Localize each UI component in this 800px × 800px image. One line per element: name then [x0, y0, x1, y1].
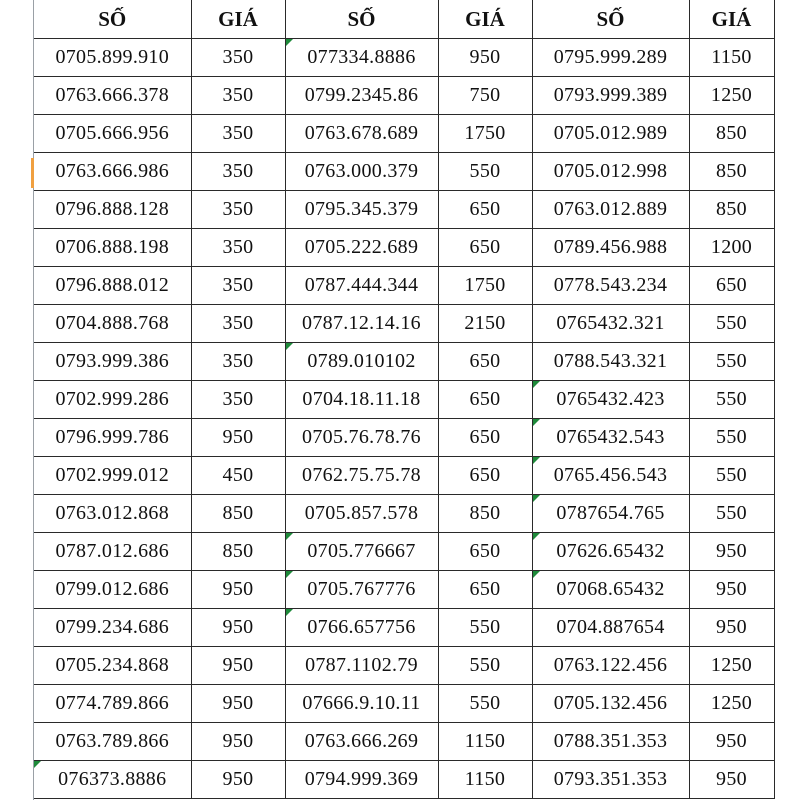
table-row — [34, 381, 774, 419]
cell-gia-1[interactable]: 350 — [191, 153, 285, 191]
table-row — [34, 153, 774, 191]
header-so-3[interactable]: SỐ — [532, 0, 689, 39]
cell-gia-2[interactable]: 550 — [438, 647, 532, 685]
cell-gia-1[interactable]: 350 — [191, 77, 285, 115]
cell-gia-2[interactable]: 650 — [438, 457, 532, 495]
cell-so-3[interactable]: 0793.999.389 — [532, 77, 689, 115]
cell-gia-2[interactable]: 550 — [438, 685, 532, 723]
cell-so-1[interactable]: 0774.789.866 — [34, 685, 191, 723]
cell-so-3[interactable]: 0705.012.998 — [532, 153, 689, 191]
cell-so-1[interactable]: 0763.012.868 — [34, 495, 191, 533]
cell-gia-1[interactable]: 450 — [191, 457, 285, 495]
cell-gia-1[interactable]: 950 — [191, 761, 285, 799]
cell-so-3[interactable]: 0705.012.989 — [532, 115, 689, 153]
cell-gia-2[interactable]: 750 — [438, 77, 532, 115]
table-row — [34, 115, 774, 153]
cell-so-3[interactable]: 0763.012.889 — [532, 191, 689, 229]
cell-so-2[interactable]: 077334.8886 — [285, 39, 438, 77]
cell-gia-1[interactable]: 950 — [191, 723, 285, 761]
cell-so-2[interactable]: 0705.767776 — [285, 571, 438, 609]
table-row — [34, 229, 774, 267]
cell-so-2[interactable]: 0705.776667 — [285, 533, 438, 571]
cell-gia-2[interactable]: 650 — [438, 381, 532, 419]
table-row — [34, 39, 774, 77]
cell-gia-3[interactable]: 550 — [689, 381, 774, 419]
table-row — [34, 533, 774, 571]
cell-gia-2[interactable]: 850 — [438, 495, 532, 533]
cell-gia-2[interactable]: 1750 — [438, 115, 532, 153]
cell-gia-2[interactable]: 650 — [438, 229, 532, 267]
cell-gia-3[interactable]: 1150 — [689, 39, 774, 77]
cell-gia-1[interactable]: 950 — [191, 609, 285, 647]
cell-gia-3[interactable]: 1250 — [689, 647, 774, 685]
cell-gia-3[interactable]: 950 — [689, 533, 774, 571]
cell-gia-1[interactable]: 350 — [191, 229, 285, 267]
cell-so-1[interactable]: 0705.234.868 — [34, 647, 191, 685]
table-row — [34, 571, 774, 609]
cell-so-1[interactable]: 0796.888.128 — [34, 191, 191, 229]
cell-so-1[interactable]: 0796.888.012 — [34, 267, 191, 305]
cell-gia-3[interactable]: 650 — [689, 267, 774, 305]
cell-so-1[interactable]: 0704.888.768 — [34, 305, 191, 343]
table-row — [34, 495, 774, 533]
cell-so-2[interactable]: 0787.444.344 — [285, 267, 438, 305]
cell-so-2[interactable]: 0763.666.269 — [285, 723, 438, 761]
header-so-1[interactable]: SỐ — [34, 0, 191, 39]
cell-so-1[interactable]: 0796.999.786 — [34, 419, 191, 457]
cell-so-3[interactable]: 0765432.543 — [532, 419, 689, 457]
cell-so-3[interactable]: 0795.999.289 — [532, 39, 689, 77]
cell-so-2[interactable]: 0794.999.369 — [285, 761, 438, 799]
cell-so-3[interactable]: 0793.351.353 — [532, 761, 689, 799]
cell-so-1[interactable]: 0705.666.956 — [34, 115, 191, 153]
table-row — [34, 761, 774, 799]
cell-so-1[interactable]: 0763.666.378 — [34, 77, 191, 115]
cell-gia-3[interactable]: 550 — [689, 419, 774, 457]
table-row — [34, 609, 774, 647]
cell-so-3[interactable]: 0789.456.988 — [532, 229, 689, 267]
header-gia-1[interactable]: GIÁ — [191, 0, 285, 39]
cell-gia-2[interactable]: 2150 — [438, 305, 532, 343]
cell-gia-1[interactable]: 950 — [191, 419, 285, 457]
cell-so-1[interactable]: 0705.899.910 — [34, 39, 191, 77]
cell-so-3[interactable]: 0765.456.543 — [532, 457, 689, 495]
cell-gia-3[interactable]: 850 — [689, 191, 774, 229]
table-row — [34, 647, 774, 685]
cell-gia-2[interactable]: 550 — [438, 609, 532, 647]
cell-gia-1[interactable]: 950 — [191, 647, 285, 685]
cell-gia-2[interactable]: 1150 — [438, 723, 532, 761]
cell-gia-3[interactable]: 950 — [689, 761, 774, 799]
cell-gia-2[interactable]: 950 — [438, 39, 532, 77]
cell-so-1[interactable]: 0787.012.686 — [34, 533, 191, 571]
header-so-2[interactable]: SỐ — [285, 0, 438, 39]
cell-so-2[interactable]: 07666.9.10.11 — [285, 685, 438, 723]
header-gia-2[interactable]: GIÁ — [438, 0, 532, 39]
cell-so-2[interactable]: 0789.010102 — [285, 343, 438, 381]
table-row — [34, 77, 774, 115]
cell-so-3[interactable]: 0787654.765 — [532, 495, 689, 533]
cell-gia-1[interactable]: 350 — [191, 115, 285, 153]
cell-so-1[interactable]: 0799.012.686 — [34, 571, 191, 609]
cell-so-2[interactable]: 0795.345.379 — [285, 191, 438, 229]
header-row — [34, 0, 774, 39]
cell-gia-3[interactable]: 1250 — [689, 77, 774, 115]
cell-so-2[interactable]: 0705.222.689 — [285, 229, 438, 267]
cell-so-2[interactable]: 0766.657756 — [285, 609, 438, 647]
cell-gia-3[interactable]: 550 — [689, 457, 774, 495]
cell-so-2[interactable]: 0763.678.689 — [285, 115, 438, 153]
table-row — [34, 191, 774, 229]
table-row — [34, 457, 774, 495]
cell-so-3[interactable]: 0778.543.234 — [532, 267, 689, 305]
cell-gia-2[interactable]: 1150 — [438, 761, 532, 799]
cell-so-2[interactable]: 0763.000.379 — [285, 153, 438, 191]
cell-gia-3[interactable]: 1250 — [689, 685, 774, 723]
cell-gia-1[interactable]: 350 — [191, 39, 285, 77]
cell-so-2[interactable]: 0705.857.578 — [285, 495, 438, 533]
price-table — [34, 0, 775, 799]
cell-so-1[interactable]: 0799.234.686 — [34, 609, 191, 647]
table-row — [34, 723, 774, 761]
cell-so-3[interactable]: 0788.543.321 — [532, 343, 689, 381]
cell-so-3[interactable]: 07068.65432 — [532, 571, 689, 609]
cell-gia-1[interactable]: 350 — [191, 305, 285, 343]
cell-gia-2[interactable]: 650 — [438, 571, 532, 609]
cell-gia-2[interactable]: 650 — [438, 419, 532, 457]
cell-so-1[interactable]: 0763.789.866 — [34, 723, 191, 761]
cell-gia-1[interactable]: 850 — [191, 533, 285, 571]
cell-gia-3[interactable]: 550 — [689, 305, 774, 343]
cell-so-1[interactable]: 0706.888.198 — [34, 229, 191, 267]
cell-so-3[interactable]: 0705.132.456 — [532, 685, 689, 723]
cell-gia-1[interactable]: 850 — [191, 495, 285, 533]
cell-gia-2[interactable]: 550 — [438, 153, 532, 191]
cell-so-3[interactable]: 0704.887654 — [532, 609, 689, 647]
table-row — [34, 343, 774, 381]
table-row — [34, 305, 774, 343]
cell-gia-1[interactable]: 350 — [191, 343, 285, 381]
cell-gia-1[interactable]: 950 — [191, 685, 285, 723]
cell-gia-3[interactable]: 550 — [689, 495, 774, 533]
cell-gia-3[interactable]: 550 — [689, 343, 774, 381]
cell-gia-1[interactable]: 350 — [191, 191, 285, 229]
cell-so-2[interactable]: 0704.18.11.18 — [285, 381, 438, 419]
cell-gia-3[interactable]: 850 — [689, 115, 774, 153]
header-gia-3[interactable]: GIÁ — [689, 0, 774, 39]
cell-gia-3[interactable]: 950 — [689, 571, 774, 609]
cell-so-3[interactable]: 07626.65432 — [532, 533, 689, 571]
cell-gia-3[interactable]: 1200 — [689, 229, 774, 267]
cell-gia-1[interactable]: 950 — [191, 571, 285, 609]
table-row — [34, 267, 774, 305]
table-row — [34, 685, 774, 723]
cell-gia-1[interactable]: 350 — [191, 381, 285, 419]
cell-so-3[interactable]: 0765432.423 — [532, 381, 689, 419]
cell-gia-2[interactable]: 650 — [438, 191, 532, 229]
cell-gia-2[interactable]: 650 — [438, 533, 532, 571]
cell-gia-2[interactable]: 1750 — [438, 267, 532, 305]
cell-gia-3[interactable]: 950 — [689, 609, 774, 647]
cell-so-2[interactable]: 0762.75.75.78 — [285, 457, 438, 495]
cell-gia-2[interactable]: 650 — [438, 343, 532, 381]
cell-so-1[interactable]: 0702.999.012 — [34, 457, 191, 495]
cell-so-2[interactable]: 0787.1102.79 — [285, 647, 438, 685]
cell-gia-3[interactable]: 950 — [689, 723, 774, 761]
cell-so-1[interactable]: 0763.666.986 — [34, 153, 191, 191]
cell-so-2[interactable]: 0787.12.14.16 — [285, 305, 438, 343]
cell-so-3[interactable]: 0765432.321 — [532, 305, 689, 343]
cell-so-2[interactable]: 0705.76.78.76 — [285, 419, 438, 457]
cell-so-1[interactable]: 0702.999.286 — [34, 381, 191, 419]
cell-so-3[interactable]: 0763.122.456 — [532, 647, 689, 685]
cell-gia-1[interactable]: 350 — [191, 267, 285, 305]
cell-so-1[interactable]: 076373.8886 — [34, 761, 191, 799]
cell-so-3[interactable]: 0788.351.353 — [532, 723, 689, 761]
table-row — [34, 419, 774, 457]
cell-so-1[interactable]: 0793.999.386 — [34, 343, 191, 381]
cell-gia-3[interactable]: 850 — [689, 153, 774, 191]
cell-so-2[interactable]: 0799.2345.86 — [285, 77, 438, 115]
